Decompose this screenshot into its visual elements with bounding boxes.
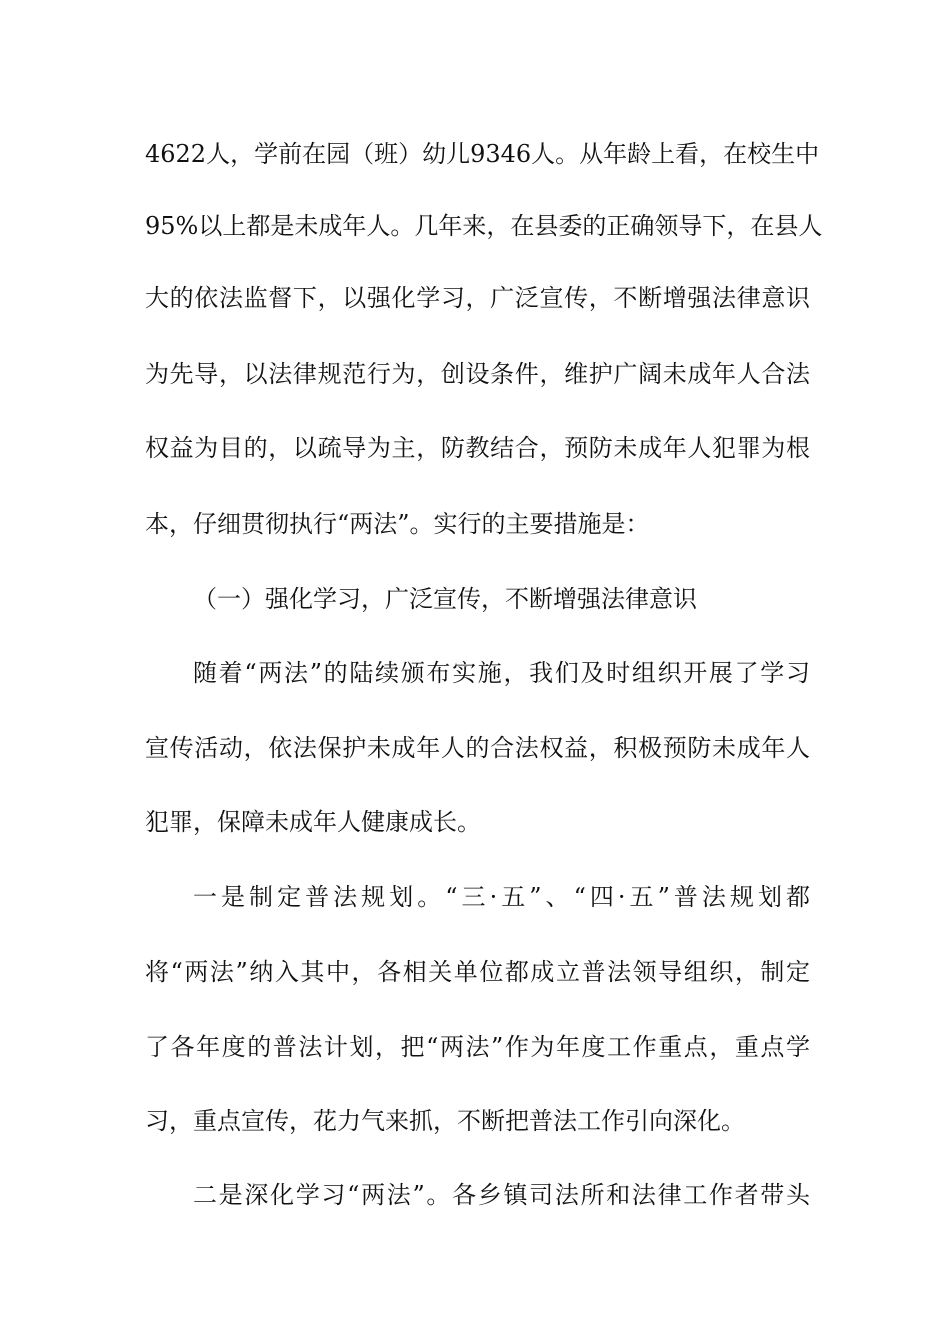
text-line-6: 本，仔细贯彻执行“两法”。实行的主要措施是： <box>145 510 650 538</box>
text-line-10: 犯罪，保障未成年人健康成长。 <box>145 808 481 836</box>
text-line-15: 二是深化学习“两法”。各乡镇司法所和法律工作者带头 <box>193 1181 810 1209</box>
text-line-9: 宣传活动，依法保护未成年人的合法权益，积极预防未成年人 <box>145 734 810 762</box>
text-line-4: 为先导，以法律规范行为，创设条件，维护广阔未成年人合法 <box>145 360 810 388</box>
text-line-12: 将“两法”纳入其中，各相关单位都成立普法领导组织，制定 <box>145 958 810 986</box>
text-line-1: 4622人，学前在园（班）幼儿9346人。从年龄上看，在校生中 <box>145 140 820 168</box>
text-line-11: 一是制定普法规划。“三·五”、“四·五”普法规划都 <box>193 883 810 911</box>
text-line-5: 权益为目的，以疏导为主，防教结合，预防未成年人犯罪为根 <box>145 434 810 462</box>
text-line-8: 随着“两法”的陆续颁布实施，我们及时组织开展了学习 <box>193 659 810 687</box>
text-line-2: 95%以上都是未成年人。几年来，在县委的正确领导下，在县人 <box>145 212 823 240</box>
text-line-14: 习，重点宣传，花力气来抓，不断把普法工作引向深化。 <box>145 1107 745 1135</box>
text-line-3: 大的依法监督下，以强化学习，广泛宣传，不断增强法律意识 <box>145 284 810 312</box>
section-heading: （一）强化学习，广泛宣传，不断增强法律意识 <box>193 585 697 613</box>
text-line-13: 了各年度的普法计划，把“两法”作为年度工作重点，重点学 <box>145 1033 810 1061</box>
